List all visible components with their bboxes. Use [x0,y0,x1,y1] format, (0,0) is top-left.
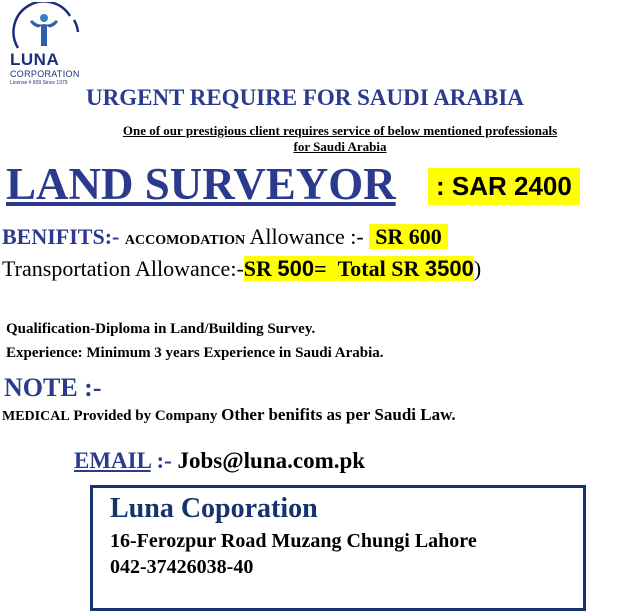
note-label: NOTE :- [4,373,102,402]
email-address[interactable]: Jobs@luna.com.pk [177,448,366,473]
company-phone: 042-37426038-40 [110,556,254,578]
headline: URGENT REQUIRE FOR SAUDI ARABIA [86,85,524,110]
experience: Experience: Minimum 3 years Experience in Saudi Arabia. [6,345,384,361]
contact-box [90,485,586,611]
transport-currency: SR [243,256,272,281]
medical-label: MEDICAL [2,409,70,424]
medical-row [2,405,456,425]
transport-row [2,256,481,282]
intro-text: One of our prestigious client requires service of below mentioned professionals for Saudi Arabia [122,123,558,154]
medical-text: Provided by Company [73,408,218,424]
accommodation-amount: SR 600 [369,224,448,249]
accommodation-label: ACCOMODATION [124,233,246,248]
qualification: Qualification-Diploma in Land/Building Survey. [6,321,316,337]
logo-tagline: License # 609 Since 1979 [10,80,68,86]
email-row [74,448,365,474]
logo-name: LUNA [10,50,60,69]
salary-badge: : SAR 2400 [428,168,580,205]
job-title: LAND SURVEYOR [6,159,396,209]
luna-logo [4,2,88,88]
email-separator: :- [156,448,172,473]
figure-icon [4,2,88,52]
total-label: Total SR [337,256,420,281]
transport-amount: 500 [277,256,315,281]
company-address: 16-Ferozpur Road Muzang Chungi Lahore [110,530,477,552]
equals-sign: = [314,256,327,281]
benefits-row [2,224,448,250]
total-amount: 3500 [424,256,474,281]
other-benefits: Other benifits as per Saudi Law. [221,405,456,424]
transport-label: Transportation Allowance:- [2,256,244,281]
close-paren: ) [473,256,482,281]
company-name: Luna Coporation [110,493,318,524]
allowance-label: Allowance :- [249,224,364,249]
email-label: EMAIL [74,448,151,473]
logo-subtitle: CORPORATION [10,69,80,79]
transport-highlight [244,256,474,281]
benefits-label: BENIFITS:- [2,224,120,249]
